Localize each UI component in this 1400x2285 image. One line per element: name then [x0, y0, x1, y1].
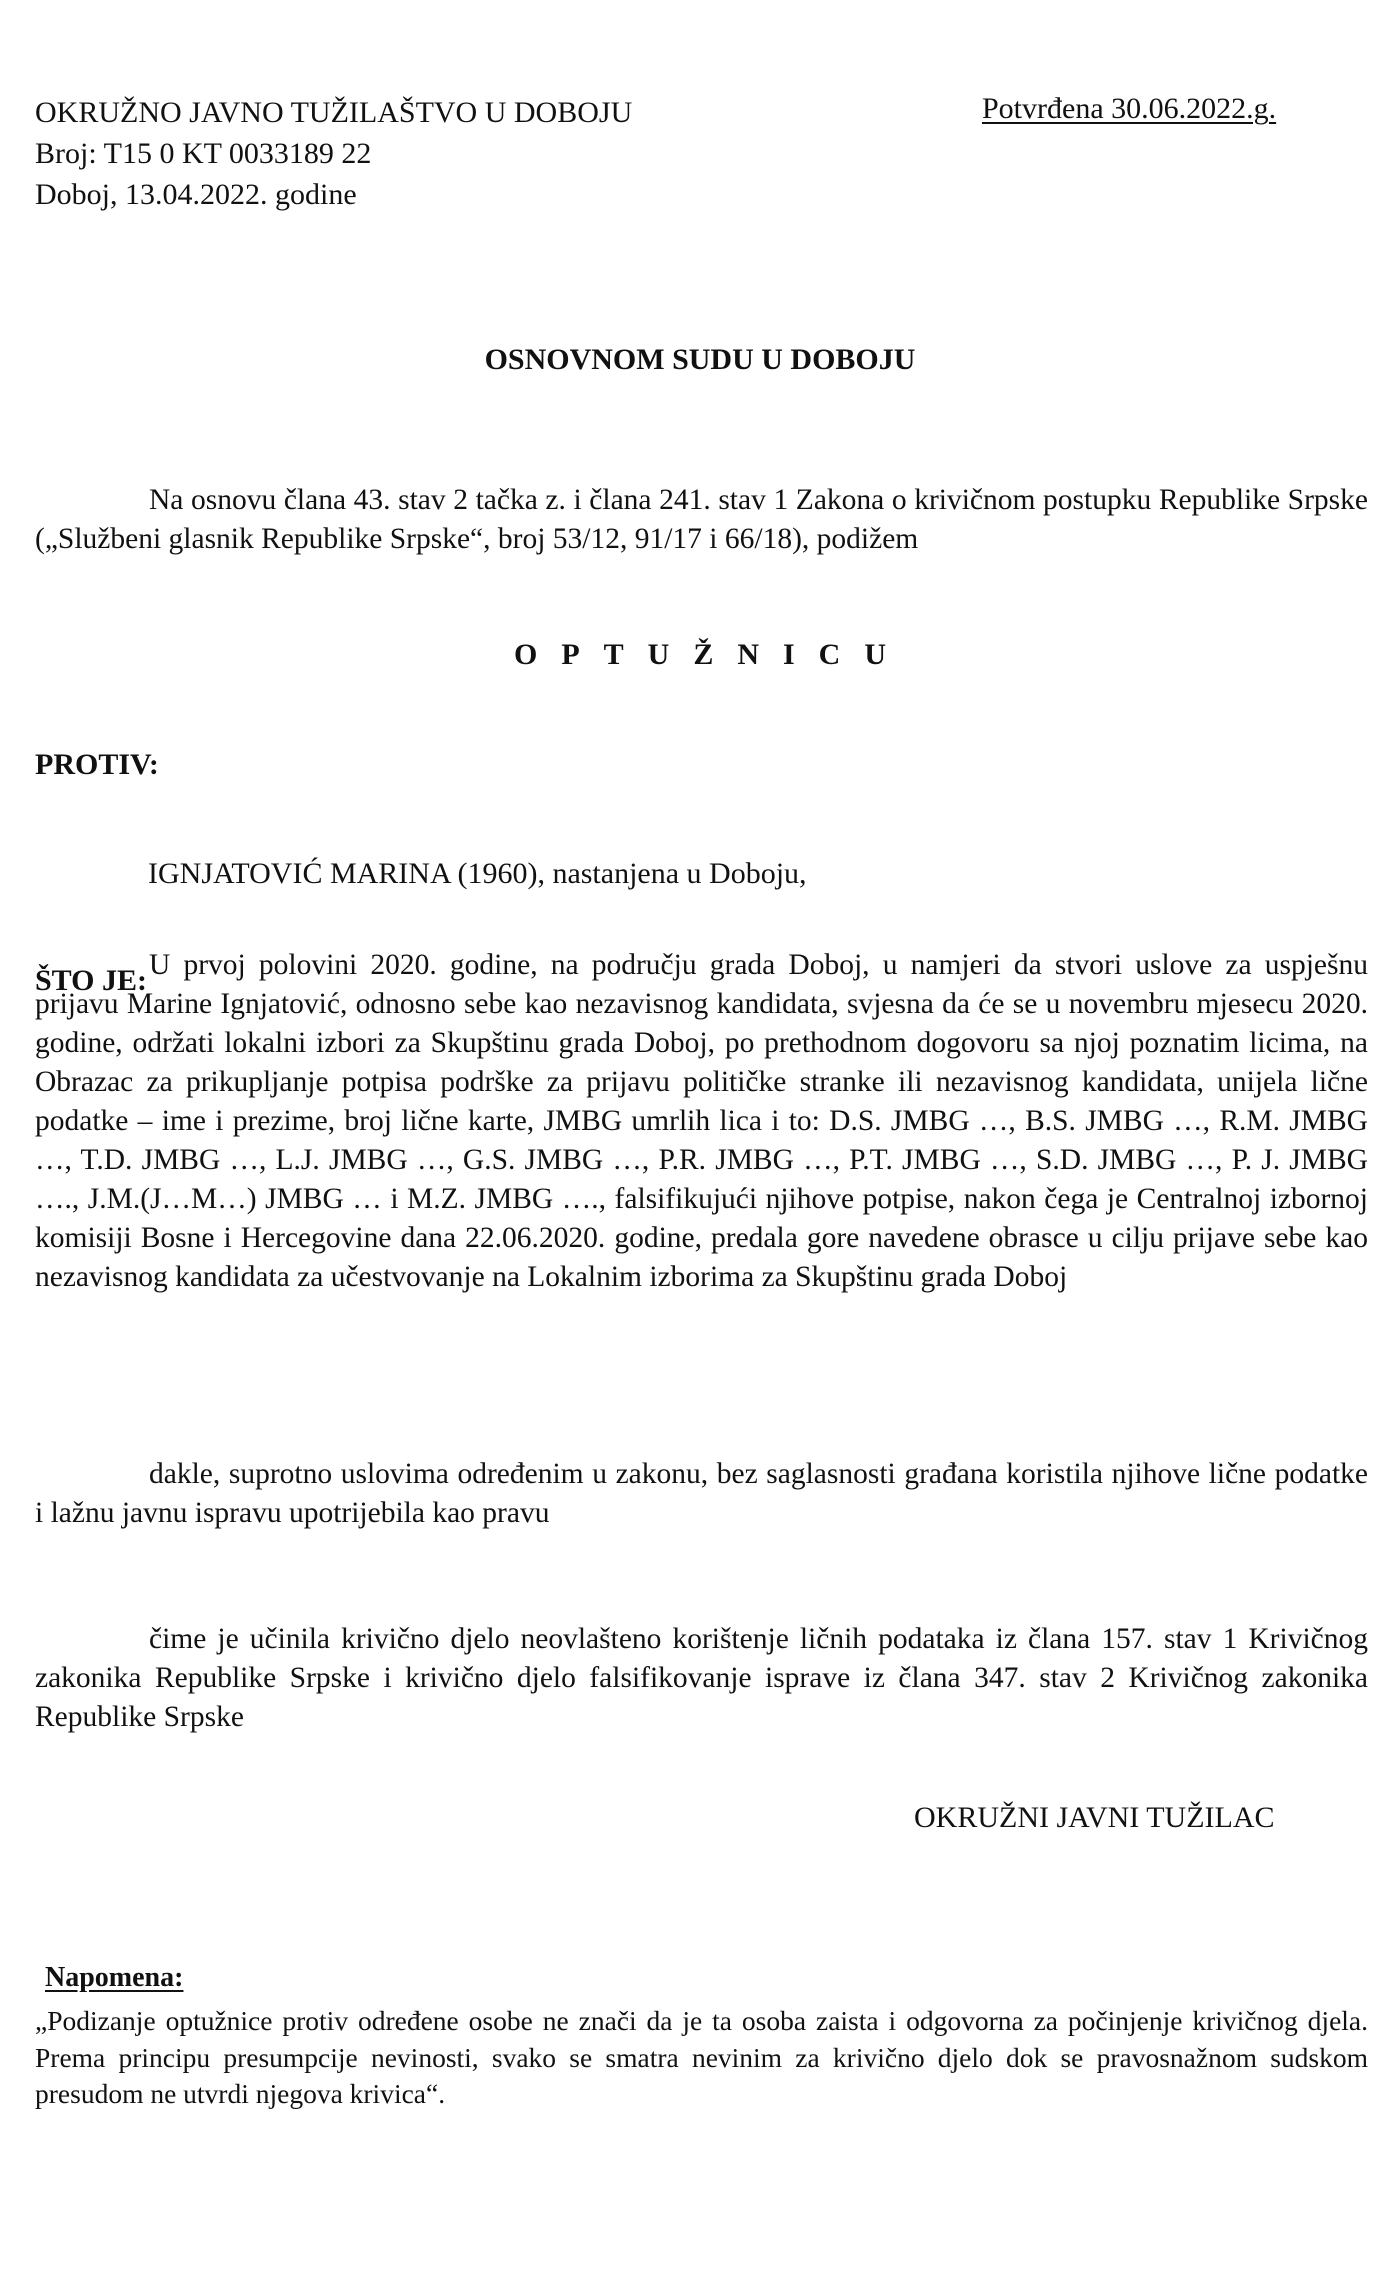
place-and-date: Doboj, 13.04.2022. godine: [35, 178, 357, 211]
summary-paragraph: dakle, suprotno uslovima određenim u zakonu, bez saglasnosti građana koristila njihove lične podatke i lažnu javnu ispravu upotrijebila kao pravu: [35, 1458, 1368, 1529]
note-heading: Napomena:: [45, 1962, 184, 1993]
intro-paragraph: Na osnovu člana 43. stav 2 tačka z. i člana 241. stav 1 Zakona o krivičnom postupku Republike Srpske („Službeni glasnik Republike Srpske“, broj 53/12, 91/17 i 66/18), podižem: [35, 484, 1368, 555]
charge-label: ŠTO JE:: [35, 964, 147, 997]
prosecutor-office-name: OKRUŽNO JAVNO TUŽILAŠTVO U DOBOJU: [35, 96, 633, 129]
case-number: Broj: T15 0 KT 0033189 22: [35, 137, 372, 170]
accused-person: IGNJATOVIĆ MARINA (1960), nastanjena u Doboju,: [148, 857, 807, 890]
offense-paragraph: čime je učinila krivično djelo neovlašteno korištenje ličnih podataka iz člana 157. stav 1 Krivičnog zakonika Republike Srpske i krivično djelo falsifikovanje isprave iz člana 347. stav 2 Krivičnog zakonika Republike Srpske: [35, 1623, 1368, 1733]
confirmation-date: Potvrđena 30.06.2022.g.: [982, 92, 1277, 125]
note-text: „Podizanje optužnice protiv određene osobe ne znači da je ta osoba zaista i odgovorna za počinjenje krivičnog djela. Prema principu presumpcije nevinosti, svako se smatra nevinim za krivično djelo dok se pravosnažnom sudskom presudom ne utvrdi njegova krivica“.: [35, 2005, 1368, 2109]
document-title: OPTUŽNICU: [513, 638, 910, 671]
charge-paragraph: U prvoj polovini 2020. godine, na području grada Doboj, u namjeri da stvori uslove za uspješnu prijavu Marine Ignjatović, odnosno sebe kao nezavisnog kandidata, svjesna da će se u novembru mjesecu 2020. godine, održati lokalni izbori za Skupštinu grada Doboj, po prethodnom dogovoru sa njoj poznatim licima, na Obrazac za prikupljanje potpisa podrške za prijavu političke stranke ili nezavisnog kandidata, unijela lične podatke – ime i prezime, broj lične karte, JMBG umrlih lica i to: D.S. JMBG …, B.S. JMBG …, R.M. JMBG …, T.D. JMBG …, L.J. JMBG …, G.S. JMBG …, P.R. JMBG …, P.T. JMBG …, S.D. JMBG …, P. J. JMBG …., J.M.(J…M…) JMBG … i M.Z. JMBG …., falsifikujući njihove potpise, nakon čega je Centralnoj izbornoj komisiji Bosne i Hercegovine dana 22.06.2020. godine, predala gore navedene obrasce u cilju prijave sebe kao nezavisnog kandidata za učestvovanje na Lokalnim izborima za Skupštinu grada Doboj: [35, 949, 1368, 1293]
against-label: PROTIV:: [35, 748, 159, 781]
addressee-court: OSNOVNOM SUDU U DOBOJU: [484, 343, 916, 376]
signature-prosecutor: OKRUŽNI JAVNI TUŽILAC: [914, 1801, 1275, 1834]
